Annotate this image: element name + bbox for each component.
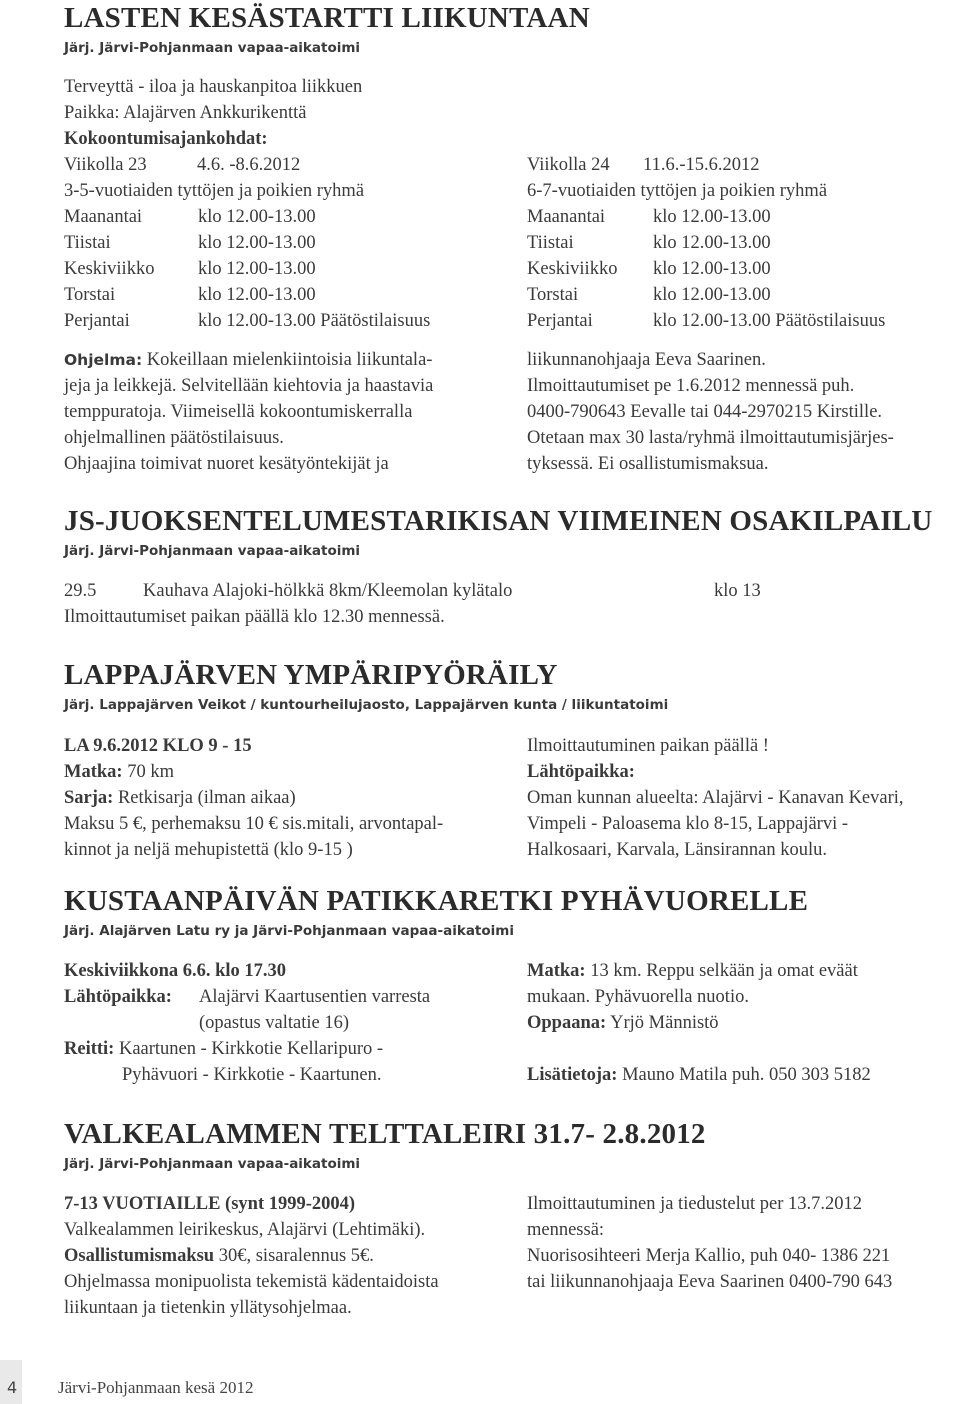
hike-info-left — [64, 958, 514, 1088]
day-time: klo 12.00-13.00 — [653, 233, 771, 253]
section-title: LASTEN KESÄSTARTTI LIIKUNTAAN — [64, 2, 590, 34]
program-line: liikuntaan ja tietenkin yllätysohjelmaa. — [64, 1298, 352, 1318]
race-info — [64, 578, 784, 630]
week-23-schedule — [64, 152, 504, 334]
intro-line: Paikka: Alajärven Ankkurikenttä — [64, 103, 307, 123]
program-text-left — [64, 347, 514, 477]
day-name: Tiistai — [64, 233, 111, 253]
group-name: 6-7-vuotiaiden tyttöjen ja poikien ryhmä — [527, 181, 828, 201]
program-line: Ohjelmassa monipuolista tekemistä kädentaidoista — [64, 1272, 439, 1292]
race-date: 29.5 — [64, 581, 97, 601]
program-label: Ohjelma: — [64, 351, 143, 369]
start-line: (opastus valtatie 16) — [199, 1013, 350, 1033]
camp-place: Valkealammen leirikeskus, Alajärvi (Lehtimäki). — [64, 1220, 426, 1240]
day-time: klo 12.00-13.00 Päätöstilaisuus — [653, 311, 886, 331]
sarja-value: Retkisarja (ilman aikaa) — [117, 788, 296, 808]
age-line: 7-13 VUOTIAILLE (synt 1999-2004) — [64, 1194, 356, 1214]
registration-line: Nuorisosihteeri Merja Kallio, puh 040- 1386 221 — [527, 1246, 891, 1266]
program-line: Otetaan max 30 lasta/ryhmä ilmoittautumisjärjes- — [527, 428, 894, 448]
info-value: Mauno Matila puh. 050 303 5182 — [622, 1065, 871, 1085]
race-time: klo 13 — [714, 581, 761, 601]
organizer: Järj. Alajärven Latu ry ja Järvi-Pohjanmaan vapaa-aikatoimi — [64, 923, 514, 939]
start-line: Oman kunnan alueelta: Alajärvi - Kanavan Kevari, — [527, 788, 904, 808]
camp-info-left — [64, 1191, 514, 1321]
matka-label: Matka: — [527, 961, 586, 981]
page-number: 4 — [7, 1378, 18, 1397]
race-event: Kauhava Alajoki-hölkkä 8km/Kleemolan kylätalo — [143, 581, 513, 601]
program-line: tyksessä. Ei osallistumismaksua. — [527, 454, 769, 474]
day-name: Keskiviikko — [64, 259, 155, 279]
registration-line: mennessä: — [527, 1220, 605, 1240]
section-title: JS-JUOKSENTELUMESTARIKISAN VIIMEINEN OSAKILPAILU — [64, 505, 933, 537]
day-time: klo 12.00-13.00 — [653, 285, 771, 305]
day-name: Perjantai — [527, 311, 593, 331]
program-line: liikunnanohjaaja Eeva Saarinen. — [527, 350, 766, 370]
race-note: Ilmoittautumiset paikan päällä klo 12.30 mennessä. — [64, 607, 445, 627]
guide-label: Oppaana: — [527, 1013, 607, 1033]
start-line: Halkosaari, Karvala, Länsirannan koulu. — [527, 840, 828, 860]
group-name: 3-5-vuotiaiden tyttöjen ja poikien ryhmä — [64, 181, 365, 201]
organizer: Järj. Järvi-Pohjanmaan vapaa-aikatoimi — [64, 543, 361, 559]
hike-info-right — [527, 958, 952, 1088]
fee-line: kinnot ja neljä mehupistettä (klo 9-15 ) — [64, 840, 353, 860]
route-line: Kaartunen - Kirkkotie Kellaripuro - — [118, 1039, 384, 1059]
registration-line: tai liikunnanohjaaja Eeva Saarinen 0400-790 643 — [527, 1272, 893, 1292]
organizer: Järj. Lappajärven Veikot / kuntourheilujaosto, Lappajärven kunta / liikuntatoimi — [64, 697, 669, 713]
program-line: Ohjaajina toimivat nuoret kesätyöntekijät ja — [64, 454, 389, 474]
program-line: Kokeillaan mielenkiintoisia liikuntala- — [146, 350, 433, 370]
program-text-right — [527, 347, 947, 477]
matka-label: Matka: — [64, 762, 123, 782]
day-time: klo 12.00-13.00 — [198, 233, 316, 253]
ride-date: LA 9.6.2012 KLO 9 - 15 — [64, 736, 252, 756]
section-title: VALKEALAMMEN TELTTALEIRI 31.7- 2.8.2012 — [64, 1118, 706, 1150]
start-label: Lähtöpaikka: — [64, 987, 172, 1007]
intro-block — [64, 74, 362, 152]
start-line: Alajärvi Kaartusentien varresta — [199, 987, 431, 1007]
week-24-schedule — [527, 152, 947, 334]
matka-line: 13 km. Reppu selkään ja omat eväät — [590, 961, 858, 981]
day-name: Tiistai — [527, 233, 574, 253]
day-name: Maanantai — [527, 207, 606, 227]
meeting-label: Kokoontumisajankohdat: — [64, 129, 268, 149]
day-name: Torstai — [527, 285, 579, 305]
week-label: Viikolla 24 — [527, 155, 610, 175]
program-line: ohjelmallinen päätöstilaisuus. — [64, 428, 284, 448]
sarja-label: Sarja: — [64, 788, 114, 808]
day-time: klo 12.00-13.00 — [653, 207, 771, 227]
matka-value: 70 km — [127, 762, 174, 782]
day-time: klo 12.00-13.00 Päätöstilaisuus — [198, 311, 431, 331]
day-time: klo 12.00-13.00 — [198, 207, 316, 227]
program-line: 0400-790643 Eevalle tai 044-2970215 Kirstille. — [527, 402, 883, 422]
fee-line: Maksu 5 €, perhemaksu 10 € sis.mitali, arvontapal- — [64, 814, 444, 834]
section-title: KUSTAANPÄIVÄN PATIKKARETKI PYHÄVUORELLE — [64, 885, 809, 917]
guide-value: Yrjö Männistö — [610, 1013, 719, 1033]
day-time: klo 12.00-13.00 — [198, 285, 316, 305]
program-line: Ilmoittautumiset pe 1.6.2012 mennessä puh. — [527, 376, 855, 396]
program-line: jeja ja leikkejä. Selvitellään kiehtovia ja haastavia — [64, 376, 434, 396]
route-label: Reitti: — [64, 1039, 115, 1059]
week-dates: 4.6. -8.6.2012 — [197, 155, 301, 175]
fee-value: 30€, sisaralennus 5€. — [218, 1246, 374, 1266]
day-name: Keskiviikko — [527, 259, 618, 279]
day-name: Torstai — [64, 285, 116, 305]
day-name: Perjantai — [64, 311, 130, 331]
program-line: temppuratoja. Viimeisellä kokoontumiskerralla — [64, 402, 413, 422]
week-dates: 11.6.-15.6.2012 — [643, 155, 760, 175]
week-label: Viikolla 23 — [64, 155, 147, 175]
matka-line: mukaan. Pyhävuorella nuotio. — [527, 987, 749, 1007]
info-label: Lisätietoja: — [527, 1065, 618, 1085]
section-title: LAPPAJÄRVEN YMPÄRIPYÖRÄILY — [64, 659, 558, 691]
day-time: klo 12.00-13.00 — [653, 259, 771, 279]
ride-info-right — [527, 733, 952, 863]
registration-note: Ilmoittautuminen paikan päällä ! — [527, 736, 769, 756]
hike-date: Keskiviikkona 6.6. klo 17.30 — [64, 961, 287, 981]
fee-label: Osallistumismaksu — [64, 1246, 215, 1266]
publication-name: Järvi-Pohjanmaan kesä 2012 — [58, 1378, 254, 1397]
organizer: Järj. Järvi-Pohjanmaan vapaa-aikatoimi — [64, 1156, 361, 1172]
registration-line: Ilmoittautuminen ja tiedustelut per 13.7.2012 — [527, 1194, 862, 1214]
day-time: klo 12.00-13.00 — [198, 259, 316, 279]
organizer: Järj. Järvi-Pohjanmaan vapaa-aikatoimi — [64, 40, 361, 56]
camp-info-right — [527, 1191, 952, 1295]
day-name: Maanantai — [64, 207, 143, 227]
start-label: Lähtöpaikka: — [527, 762, 635, 782]
start-line: Vimpeli - Paloasema klo 8-15, Lappajärvi - — [527, 814, 849, 834]
intro-line: Terveyttä - iloa ja hauskanpitoa liikkuen — [64, 77, 363, 97]
route-line: Pyhävuori - Kirkkotie - Kaartunen. — [122, 1065, 382, 1085]
ride-info-left — [64, 733, 514, 863]
